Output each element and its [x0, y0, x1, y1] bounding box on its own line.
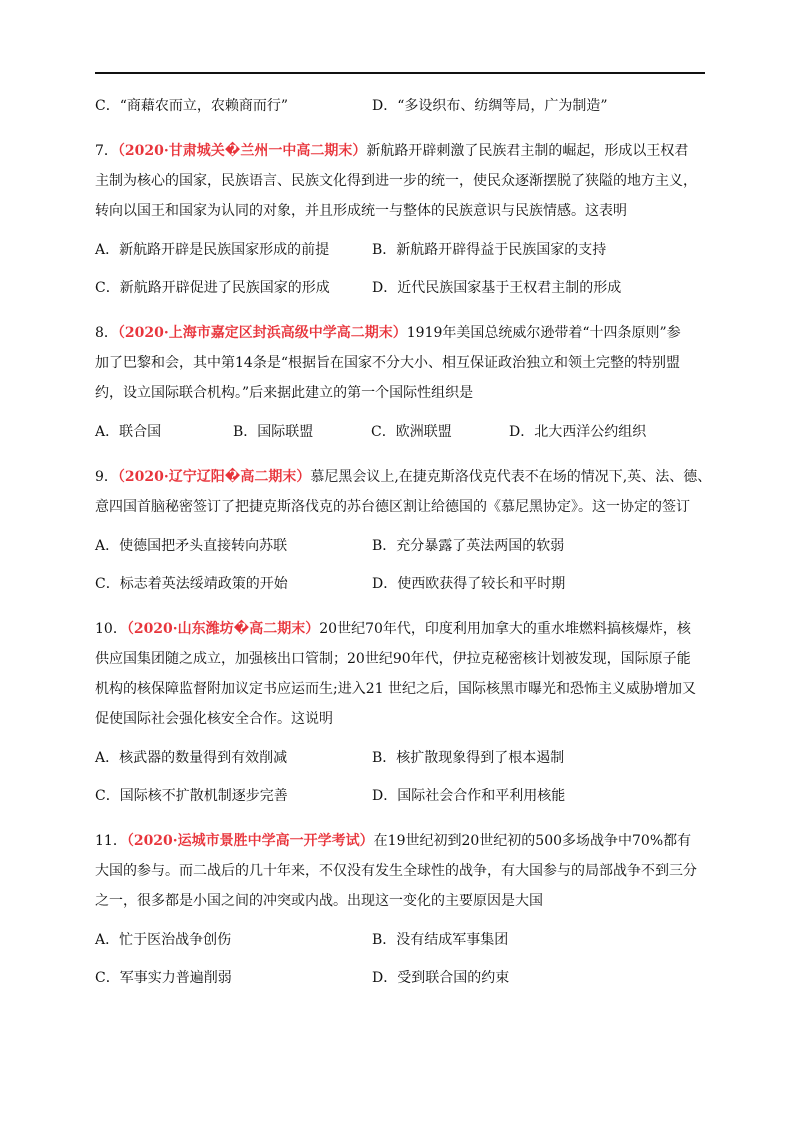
question-text: 慕尼黑会议上,在捷克斯洛伐克代表不在场的情况下,英、法、德、 — [310, 469, 712, 485]
question-8-option-d[interactable]: D．北大西洋公约组织 — [509, 424, 647, 440]
q6-options-row — [95, 94, 715, 118]
question-text: 促使国际社会强化核安全合作。这说明 — [95, 711, 333, 727]
question-7-option-c[interactable]: C．新航路开辟促进了民族国家的形成 — [95, 280, 330, 296]
question-text: 20世纪70年代，印度利用加拿大的重水堆燃料搞核爆炸，核 — [319, 621, 691, 637]
question-11-line-1 — [95, 826, 715, 856]
question-number: 7． — [95, 143, 118, 159]
question-10-option-d[interactable]: D．国际社会合作和平利用核能 — [372, 788, 566, 804]
question-9-option-a[interactable]: A．使德国把矛头直接转向苏联 — [95, 538, 288, 554]
question-7-option-d[interactable]: D．近代民族国家基于王权君主制的形成 — [372, 280, 622, 296]
question-10 — [95, 614, 715, 734]
question-9 — [95, 462, 715, 522]
question-9-option-d[interactable]: D．使西欧获得了较长和平时期 — [372, 576, 566, 592]
exam-page — [95, 94, 715, 1008]
question-source: （2020·辽宁辽阳�高二期末） — [117, 469, 311, 485]
question-11-option-b[interactable]: B．没有结成军事集团 — [372, 932, 509, 948]
q6-option-d[interactable]: D．“多设织布、纺绸等局，广为制造” — [372, 98, 608, 114]
question-8 — [95, 318, 715, 408]
question-11-options-row-1 — [95, 928, 715, 952]
question-text: 之一，很多都是小国之间的冲突或内战。出现这一变化的主要原因是大国 — [95, 893, 543, 909]
question-8-option-b[interactable]: B．国际联盟 — [233, 424, 314, 440]
question-source: （2020·甘肃城关�兰州一中高二期末） — [117, 143, 367, 159]
question-9-options-row-1 — [95, 534, 715, 558]
question-text: 1919年美国总统威尔逊带着“十四条原则”参 — [406, 325, 681, 341]
question-7-options-row-2 — [95, 276, 715, 300]
question-7-line-1 — [95, 136, 715, 166]
question-text: 新航路开辟刺激了民族君主制的崛起，形成以王权君 — [366, 143, 689, 159]
question-11-option-c[interactable]: C．军事实力普遍削弱 — [95, 970, 232, 986]
question-number: 10． — [95, 621, 127, 637]
question-8-option-a[interactable]: A．联合国 — [95, 424, 162, 440]
question-11-option-d[interactable]: D．受到联合国的约束 — [372, 970, 510, 986]
question-10-options-row-2 — [95, 784, 715, 808]
question-number: 8． — [95, 325, 118, 341]
question-text: 约，设立国际联合机构。”后来据此建立的第一个国际性组织是 — [95, 385, 474, 401]
question-9-option-b[interactable]: B．充分暴露了英法两国的软弱 — [372, 538, 565, 554]
question-text: 主制为核心的国家，民族语言、民族文化得到进一步的统一，使民众逐渐摆脱了狭隘的地方主义， — [95, 173, 697, 189]
question-text: 大国的参与。而二战后的几十年来，不仅没有发生全球性的战争，有大国参与的局部战争不到三分 — [95, 863, 697, 879]
question-7-option-a[interactable]: A．新航路开辟是民族国家形成的前提 — [95, 242, 330, 258]
question-10-option-c[interactable]: C．国际核不扩散机制逐步完善 — [95, 788, 288, 804]
question-text: 转向以国王和国家为认同的对象，并且形成统一与整体的民族意识与民族情感。这表明 — [95, 203, 627, 219]
question-11-options-row-2 — [95, 966, 715, 990]
question-text: 在19世纪初到20世纪初的500多场战争中70%都有 — [373, 833, 692, 849]
question-10-options-row-1 — [95, 746, 715, 770]
question-7-option-b[interactable]: B．新航路开辟得益于民族国家的支持 — [372, 242, 607, 258]
header-rule — [95, 72, 705, 74]
question-source: （2020·山东潍坊�高二期末） — [126, 621, 320, 637]
question-text: 机构的核保障监督附加议定书应运而生;进入21 世纪之后，国际核黑市曝光和恐怖主义威胁增加又 — [95, 681, 696, 697]
question-8-line-1 — [95, 318, 715, 348]
question-source: （2020·运城市景胜中学高一开学考试） — [126, 833, 374, 849]
question-10-option-b[interactable]: B．核扩散现象得到了根本遏制 — [372, 750, 565, 766]
question-8-option-c[interactable]: C．欧洲联盟 — [371, 424, 452, 440]
question-7 — [95, 136, 715, 226]
question-11 — [95, 826, 715, 916]
question-number: 9． — [95, 469, 118, 485]
question-10-line-1 — [95, 614, 715, 644]
q6-option-c[interactable]: C．“商藉农而立，农赖商而行” — [95, 98, 289, 114]
question-7-options-row-1 — [95, 238, 715, 262]
question-source: （2020·上海市嘉定区封浜高级中学高二期末） — [117, 325, 407, 341]
question-9-options-row-2 — [95, 572, 715, 596]
question-11-option-a[interactable]: A．忙于医治战争创伤 — [95, 932, 232, 948]
question-9-line-1 — [95, 462, 715, 492]
question-text: 意四国首脑秘密签订了把捷克斯洛伐克的苏台德区割让给德国的《慕尼黑协定》。这一协定的签订 — [95, 499, 690, 515]
question-text: 加了巴黎和会，其中第14条是“根据旨在国家不分大小、相互保证政治独立和领土完整的特别盟 — [95, 355, 680, 371]
question-9-option-c[interactable]: C．标志着英法绥靖政策的开始 — [95, 576, 288, 592]
question-number: 11． — [95, 833, 127, 849]
question-8-options-row — [95, 420, 715, 444]
question-text: 供应国集团随之成立，加强核出口管制；20世纪90年代，伊拉克秘密核计划被发现，国际原子能 — [95, 651, 691, 667]
question-10-option-a[interactable]: A．核武器的数量得到有效削减 — [95, 750, 288, 766]
